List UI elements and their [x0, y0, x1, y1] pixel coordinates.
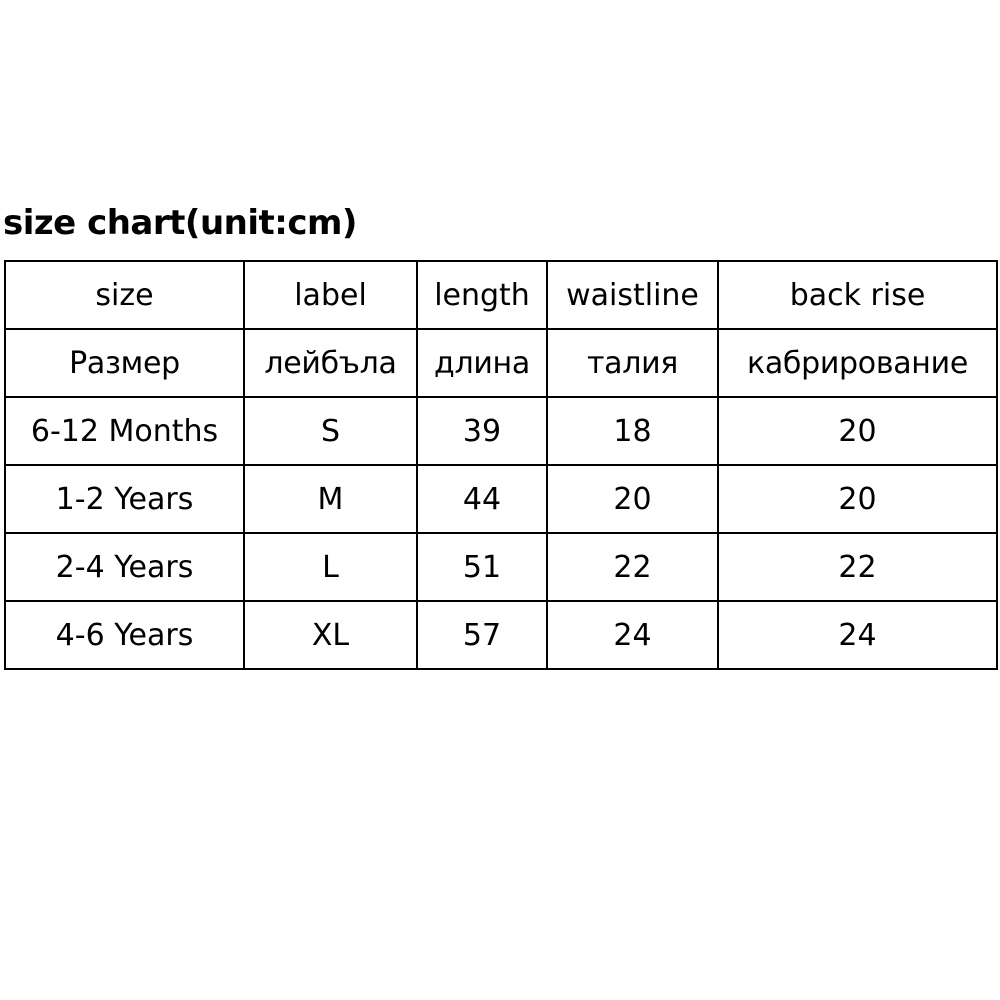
cell-label: XL [244, 601, 417, 669]
cell-size: 1-2 Years [5, 465, 244, 533]
cell-back-rise: 24 [718, 601, 997, 669]
header-size: size [5, 261, 244, 329]
table-row [5, 465, 997, 533]
cell-label: S [244, 397, 417, 465]
header-size-bg: Размер [5, 329, 244, 397]
header-row-bulgarian [5, 329, 997, 397]
cell-waistline: 24 [547, 601, 718, 669]
header-length: length [417, 261, 547, 329]
cell-size: 6-12 Months [5, 397, 244, 465]
cell-length: 51 [417, 533, 547, 601]
header-back-rise: back rise [718, 261, 997, 329]
cell-length: 44 [417, 465, 547, 533]
cell-waistline: 22 [547, 533, 718, 601]
cell-back-rise: 20 [718, 465, 997, 533]
cell-length: 39 [417, 397, 547, 465]
cell-waistline: 20 [547, 465, 718, 533]
cell-size: 2-4 Years [5, 533, 244, 601]
cell-size: 4-6 Years [5, 601, 244, 669]
table-row [5, 533, 997, 601]
header-label: label [244, 261, 417, 329]
header-label-bg: лейбъла [244, 329, 417, 397]
cell-back-rise: 20 [718, 397, 997, 465]
cell-back-rise: 22 [718, 533, 997, 601]
table-row [5, 397, 997, 465]
header-waistline-bg: талия [547, 329, 718, 397]
cell-length: 57 [417, 601, 547, 669]
size-table [4, 260, 998, 670]
header-row-english [5, 261, 997, 329]
table-row [5, 601, 997, 669]
header-length-bg: длина [417, 329, 547, 397]
cell-label: M [244, 465, 417, 533]
header-waistline: waistline [547, 261, 718, 329]
cell-label: L [244, 533, 417, 601]
header-back-rise-bg: кабрирование [718, 329, 997, 397]
cell-waistline: 18 [547, 397, 718, 465]
chart-title: size chart(unit:cm) [3, 203, 357, 243]
